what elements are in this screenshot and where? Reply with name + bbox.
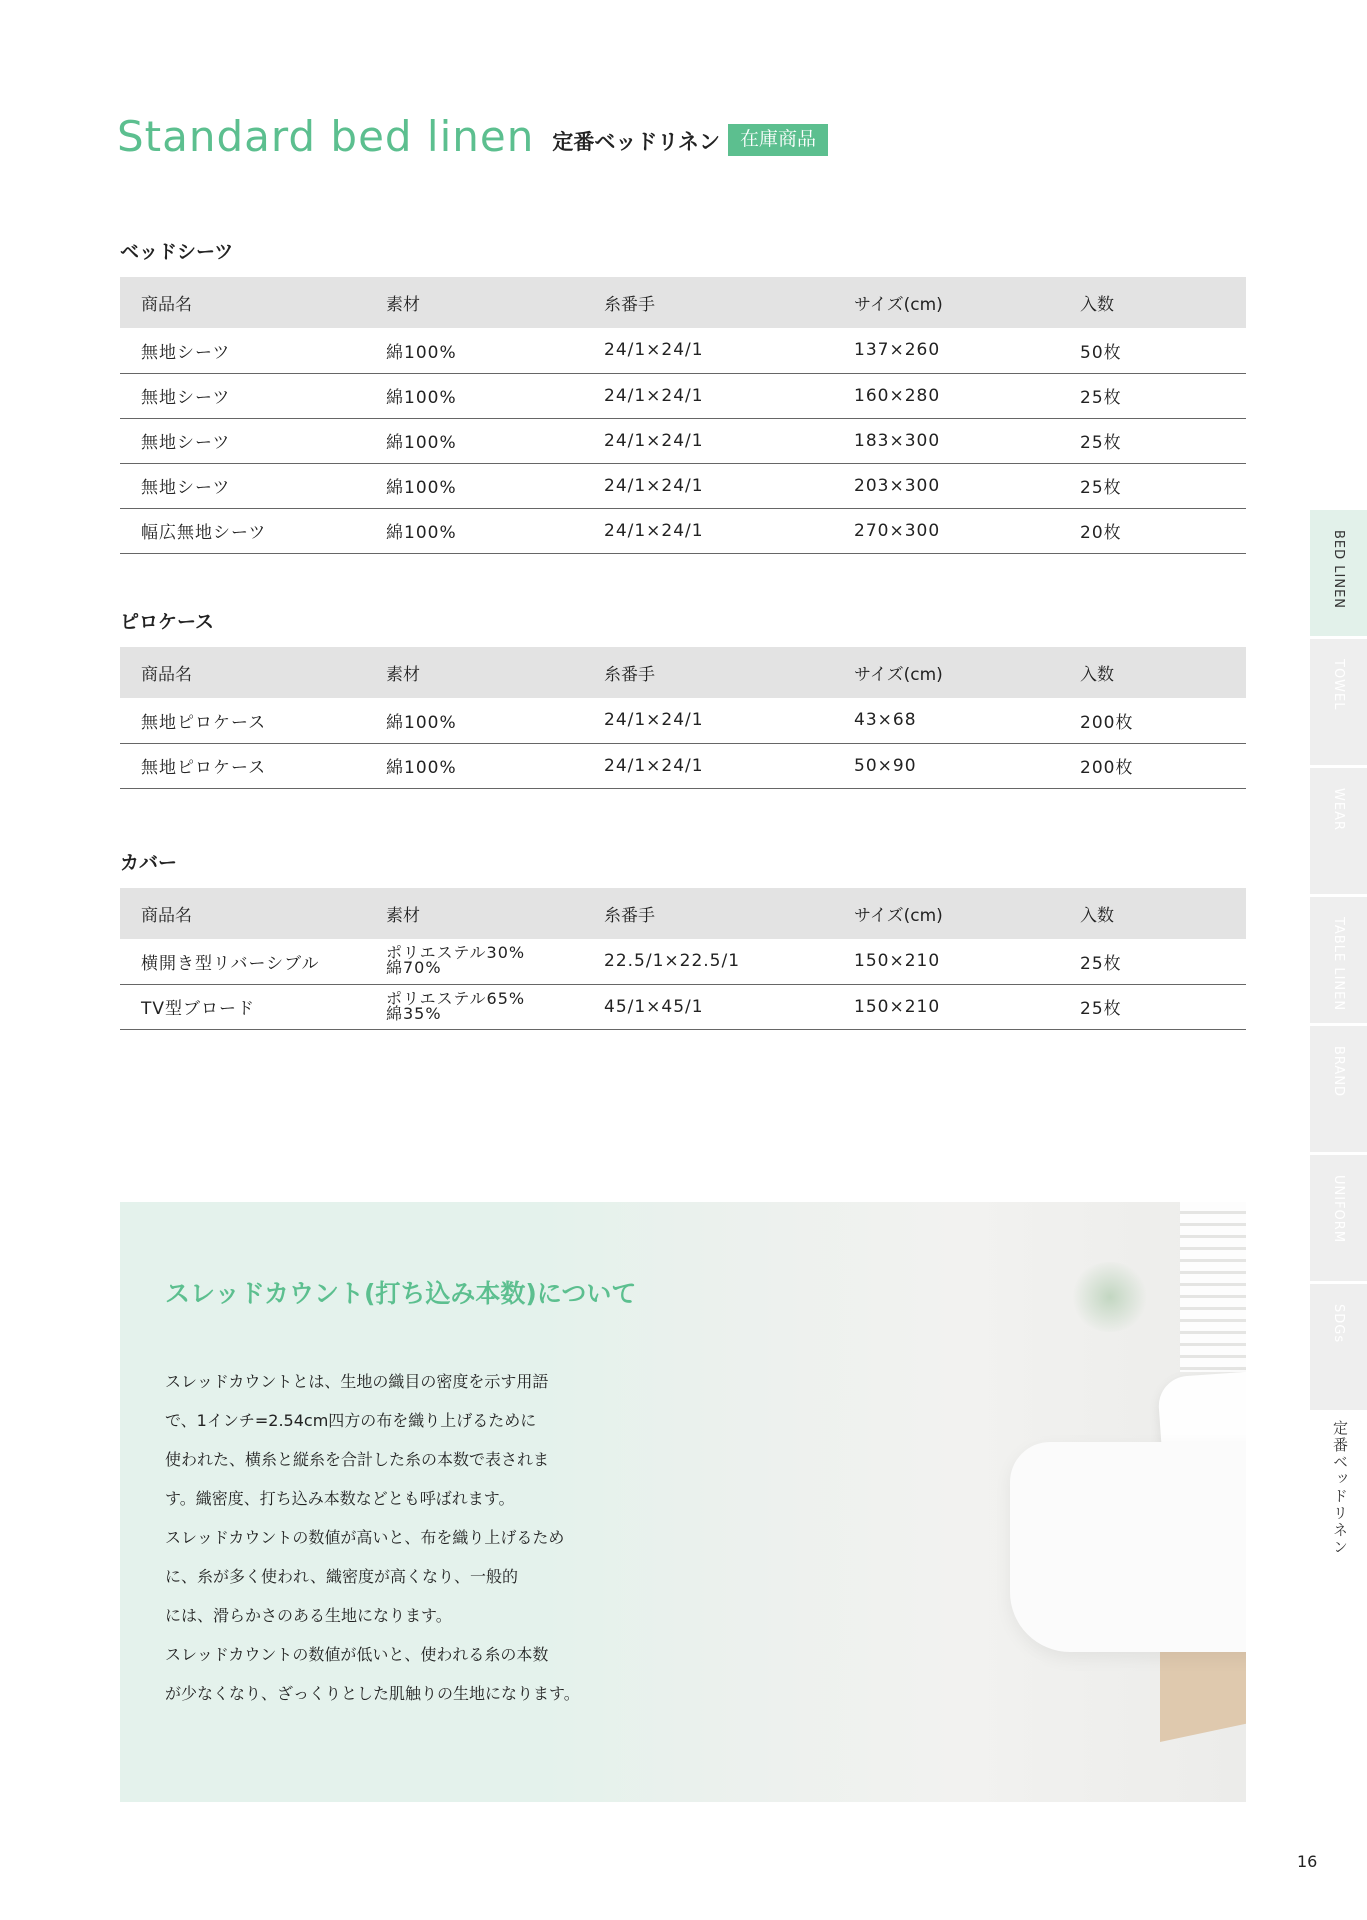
covers-table <box>120 888 1246 1030</box>
cell-product: 無地シーツ <box>120 418 386 463</box>
cell-yarn: 24/1×24/1 <box>604 373 854 418</box>
table-row <box>120 939 1246 984</box>
tab-label: TOWEL <box>1331 659 1346 711</box>
tab-label: UNIFORM <box>1331 1175 1346 1244</box>
bed-photo <box>540 1202 1246 1802</box>
cell-size: 137×260 <box>854 328 1080 373</box>
in-stock-badge: 在庫商品 <box>728 124 828 156</box>
col-quantity: 入数 <box>1080 647 1246 698</box>
tab-label: BED LINEN <box>1331 530 1346 610</box>
cell-size: 150×210 <box>854 984 1080 1029</box>
title-english: Standard bed linen <box>117 112 535 161</box>
cell-product: 無地シーツ <box>120 328 386 373</box>
cell-yarn: 24/1×24/1 <box>604 743 854 788</box>
cell-material <box>386 939 604 984</box>
col-yarn-count: 糸番手 <box>604 888 854 939</box>
page-header <box>117 112 828 161</box>
col-yarn-count: 糸番手 <box>604 277 854 328</box>
cell-size: 270×300 <box>854 508 1080 553</box>
section-title: ベッドシーツ <box>120 241 234 263</box>
cell-material <box>386 984 604 1029</box>
tab-label: WEAR <box>1331 788 1346 831</box>
bed-sheets-table <box>120 277 1246 554</box>
cell-quantity: 25枚 <box>1080 984 1246 1029</box>
cell-quantity: 200枚 <box>1080 698 1246 743</box>
tab-bed-linen[interactable] <box>1310 510 1367 636</box>
cell-material: 綿100% <box>386 743 604 788</box>
text-line: に、糸が多く使われ、織密度が高くなり、一般的 <box>165 1567 518 1586</box>
tab-towel[interactable] <box>1310 639 1367 765</box>
table-header-row <box>120 647 1246 698</box>
table-header-row <box>120 277 1246 328</box>
material-line-2: 綿70% <box>386 958 442 978</box>
cell-material: 綿100% <box>386 418 604 463</box>
cell-yarn: 24/1×24/1 <box>604 508 854 553</box>
section-covers <box>120 848 1246 1030</box>
col-material: 素材 <box>386 647 604 698</box>
section-bed-sheets <box>120 237 1246 554</box>
tab-label: SDGs <box>1331 1304 1346 1344</box>
text-line: が少なくなり、ざっくりとした肌触りの生地になります。 <box>165 1684 580 1703</box>
tab-table-linen[interactable] <box>1310 897 1367 1023</box>
cell-quantity: 25枚 <box>1080 463 1246 508</box>
tab-brand[interactable] <box>1310 1026 1367 1152</box>
cell-quantity: 25枚 <box>1080 373 1246 418</box>
col-material: 素材 <box>386 277 604 328</box>
table-row <box>120 743 1246 788</box>
cell-yarn: 24/1×24/1 <box>604 463 854 508</box>
thread-count-title: スレッドカウント(打ち込み本数)について <box>165 1279 637 1308</box>
cell-size: 183×300 <box>854 418 1080 463</box>
thread-count-panel <box>120 1202 1246 1802</box>
material-line-2: 綿35% <box>386 1003 442 1023</box>
text-line: 使われた、横糸と縦糸を合計した糸の本数で表されま <box>165 1450 550 1469</box>
cell-yarn: 22.5/1×22.5/1 <box>604 939 854 984</box>
cell-material: 綿100% <box>386 508 604 553</box>
text-line: スレッドカウントの数値が低いと、使われる糸の本数 <box>165 1645 549 1664</box>
col-size: サイズ(cm) <box>854 647 1080 698</box>
title-japanese: 定番ベッドリネン <box>552 130 720 154</box>
cell-size: 50×90 <box>854 743 1080 788</box>
cell-product: 無地ピロケース <box>120 743 386 788</box>
pillow-cases-table <box>120 647 1246 789</box>
cell-size: 43×68 <box>854 698 1080 743</box>
cell-product: TV型ブロード <box>120 984 386 1029</box>
text-line: で、1インチ=2.54cm四方の布を織り上げるために <box>165 1411 537 1430</box>
cell-material: 綿100% <box>386 328 604 373</box>
table-row <box>120 418 1246 463</box>
material-line-1: ポリエステル30% <box>386 943 526 963</box>
col-product-name: 商品名 <box>120 277 386 328</box>
cell-size: 160×280 <box>854 373 1080 418</box>
cell-size: 203×300 <box>854 463 1080 508</box>
cell-quantity: 25枚 <box>1080 418 1246 463</box>
cell-quantity: 25枚 <box>1080 939 1246 984</box>
table-row <box>120 984 1246 1029</box>
cell-product: 無地シーツ <box>120 373 386 418</box>
thread-count-text <box>165 1362 585 1713</box>
table-row <box>120 328 1246 373</box>
cell-material: 綿100% <box>386 698 604 743</box>
cell-quantity: 50枚 <box>1080 328 1246 373</box>
col-size: サイズ(cm) <box>854 277 1080 328</box>
col-quantity: 入数 <box>1080 277 1246 328</box>
cell-yarn: 24/1×24/1 <box>604 328 854 373</box>
tab-label: BRAND <box>1331 1046 1346 1098</box>
tab-uniform[interactable] <box>1310 1155 1367 1281</box>
table-header-row <box>120 888 1246 939</box>
material-line-1: ポリエステル65% <box>386 988 526 1008</box>
table-row <box>120 508 1246 553</box>
cell-material: 綿100% <box>386 373 604 418</box>
col-size: サイズ(cm) <box>854 888 1080 939</box>
category-sidebar <box>1310 510 1367 1413</box>
cell-quantity: 200枚 <box>1080 743 1246 788</box>
current-section-label: 定番ベッドリネン <box>1331 1420 1349 1556</box>
text-line: スレッドカウントとは、生地の織目の密度を示す用語 <box>165 1372 549 1391</box>
cell-product: 横開き型リバーシブル <box>120 939 386 984</box>
cell-product: 無地ピロケース <box>120 698 386 743</box>
cell-product: 無地シーツ <box>120 463 386 508</box>
text-line: には、滑らかさのある生地になります。 <box>165 1606 452 1625</box>
tab-sdgs[interactable] <box>1310 1284 1367 1410</box>
col-quantity: 入数 <box>1080 888 1246 939</box>
tab-wear[interactable] <box>1310 768 1367 894</box>
plant <box>1070 1262 1150 1332</box>
text-line: スレッドカウントの数値が高いと、布を織り上げるため <box>165 1528 565 1547</box>
cell-size: 150×210 <box>854 939 1080 984</box>
cell-material: 綿100% <box>386 463 604 508</box>
col-material: 素材 <box>386 888 604 939</box>
section-title: カバー <box>120 852 178 874</box>
table-row <box>120 373 1246 418</box>
cell-product: 幅広無地シーツ <box>120 508 386 553</box>
cell-yarn: 45/1×45/1 <box>604 984 854 1029</box>
text-line: す。織密度、打ち込み本数などとも呼ばれます。 <box>165 1489 515 1508</box>
page-number: 16 <box>1297 1852 1318 1871</box>
col-yarn-count: 糸番手 <box>604 647 854 698</box>
col-product-name: 商品名 <box>120 647 386 698</box>
section-title: ピロケース <box>120 611 215 633</box>
cell-yarn: 24/1×24/1 <box>604 418 854 463</box>
table-row <box>120 463 1246 508</box>
cell-quantity: 20枚 <box>1080 508 1246 553</box>
duvet <box>1010 1442 1246 1652</box>
section-pillow-cases <box>120 607 1246 789</box>
cell-yarn: 24/1×24/1 <box>604 698 854 743</box>
table-row <box>120 698 1246 743</box>
window-blinds <box>1180 1202 1246 1372</box>
tab-label: TABLE LINEN <box>1331 917 1346 1012</box>
col-product-name: 商品名 <box>120 888 386 939</box>
